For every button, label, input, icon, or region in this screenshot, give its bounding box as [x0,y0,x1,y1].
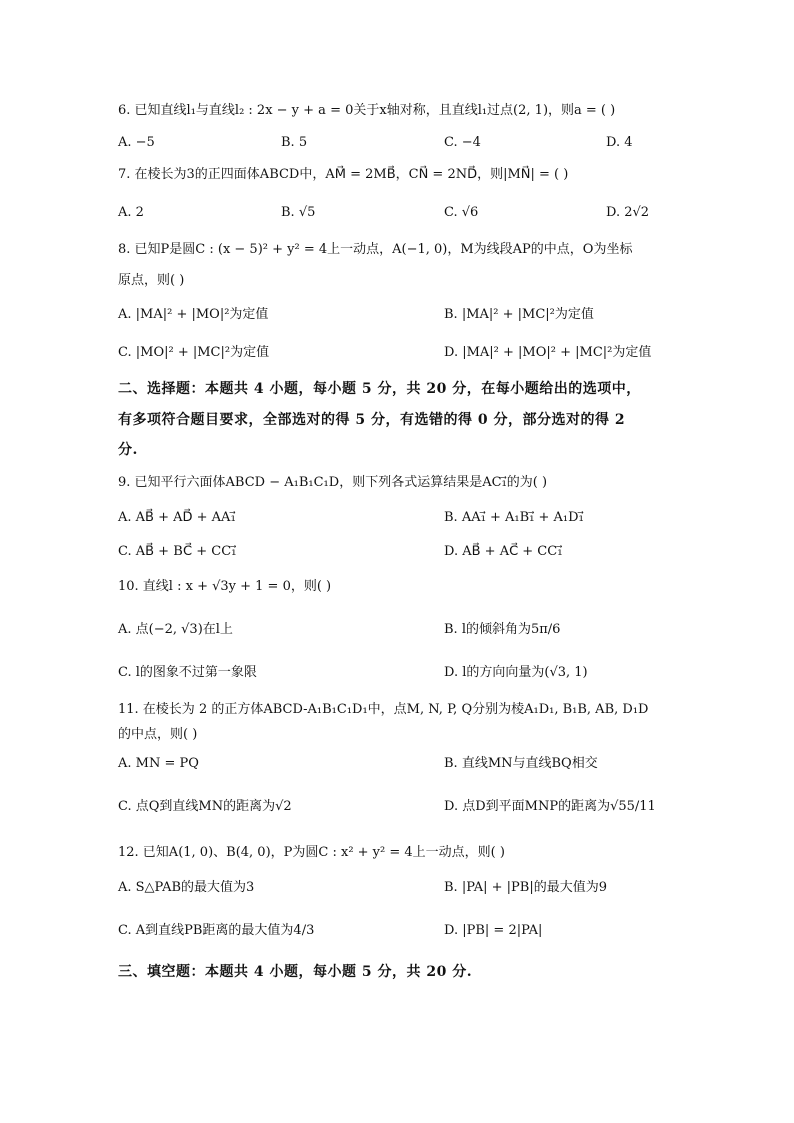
question-9-option-c: C. AB⃗ + BC⃗ + CC₁⃗ [118,544,237,559]
question-6-option-c: C. −4 [444,135,481,150]
question-8-option-a: A. |MA|² + |MO|²为定值 [118,307,269,322]
question-8-stem: 8. 已知P是圆C : (x − 5)² + y² = 4上一动点，A(−1, 0)，M为线段AP的中点，O为坐标 [118,242,633,257]
question-9-option-b: B. AA₁⃗ + A₁B₁⃗ + A₁D₁⃗ [444,510,584,525]
question-7-option-d: D. 2√2 [606,205,650,220]
question-12-stem: 12. 已知A(1, 0)、B(4, 0)，P为圆C : x² + y² = 4上一动点，则( ) [118,845,505,860]
question-9-option-a: A. AB⃗ + AD⃗ + AA₁⃗ [118,510,236,525]
question-7-stem: 7. 在棱长为3的正四面体ABCD中，AM⃗ = 2MB⃗，CN⃗ = 2ND⃗，则|MN⃗| = ( ) [118,167,569,182]
question-11-option-b: B. 直线MN与直线BQ相交 [444,756,598,771]
question-12-option-a: A. S△PAB的最大值为3 [118,880,255,895]
question-6-stem: 6. 已知直线l₁与直线l₂ : 2x − y + a = 0关于x轴对称，且直线l₁过点(2, 1)，则a = ( ) [118,103,616,118]
question-9-option-d: D. AB⃗ + AC⃗ + CC₁⃗ [444,544,563,559]
question-11-option-a: A. MN = PQ [118,756,199,771]
question-12-option-d: D. |PB| = 2|PA| [444,923,543,938]
question-6-option-d: D. 4 [606,135,633,150]
section-3-heading: 三、填空题：本题共 4 小题，每小题 5 分，共 20 分. [118,964,473,980]
question-9-stem: 9. 已知平行六面体ABCD − A₁B₁C₁D，则下列各式运算结果是AC₁⃗的为( ) [118,475,548,490]
question-6-option-a: A. −5 [118,135,155,150]
question-8-option-b: B. |MA|² + |MC|²为定值 [444,307,594,322]
question-11-option-c: C. 点Q到直线MN的距离为√2 [118,799,292,814]
question-8-stem-cont: 原点，则( ) [118,273,185,288]
question-11-option-d: D. 点D到平面MNP的距离为√55/11 [444,799,656,814]
section-2-heading-line2: 有多项符合题目要求，全部选对的得 5 分，有选错的得 0 分，部分选对的得 2 [118,412,626,428]
section-2-heading: 二、选择题：本题共 4 小题，每小题 5 分，共 20 分，在每小题给出的选项中， [118,381,641,397]
question-10-option-c: C. l的图象不过第一象限 [118,665,257,680]
question-11-stem: 11. 在棱长为 2 的正方体ABCD-A₁B₁C₁D₁中，点M, N, P, Q分别为棱A₁D₁, B₁B, AB, D₁D [118,702,649,717]
question-10-option-a: A. 点(−2, √3)在l上 [118,622,233,637]
question-12-option-c: C. A到直线PB距离的最大值为4/3 [118,923,315,938]
question-10-option-d: D. l的方向向量为(√3, 1) [444,665,588,680]
section-2-heading-line3: 分. [118,442,138,458]
question-8-option-d: D. |MA|² + |MO|² + |MC|²为定值 [444,345,652,360]
question-7-option-b: B. √5 [281,205,316,220]
question-10-option-b: B. l的倾斜角为5π/6 [444,622,561,637]
question-11-stem-cont: 的中点，则( ) [118,727,198,742]
question-8-option-c: C. |MO|² + |MC|²为定值 [118,345,270,360]
question-12-option-b: B. |PA| + |PB|的最大值为9 [444,880,608,895]
question-6-option-b: B. 5 [281,135,308,150]
question-10-stem: 10. 直线l : x + √3y + 1 = 0，则( ) [118,579,332,594]
question-7-option-a: A. 2 [118,205,144,220]
question-7-option-c: C. √6 [444,205,479,220]
